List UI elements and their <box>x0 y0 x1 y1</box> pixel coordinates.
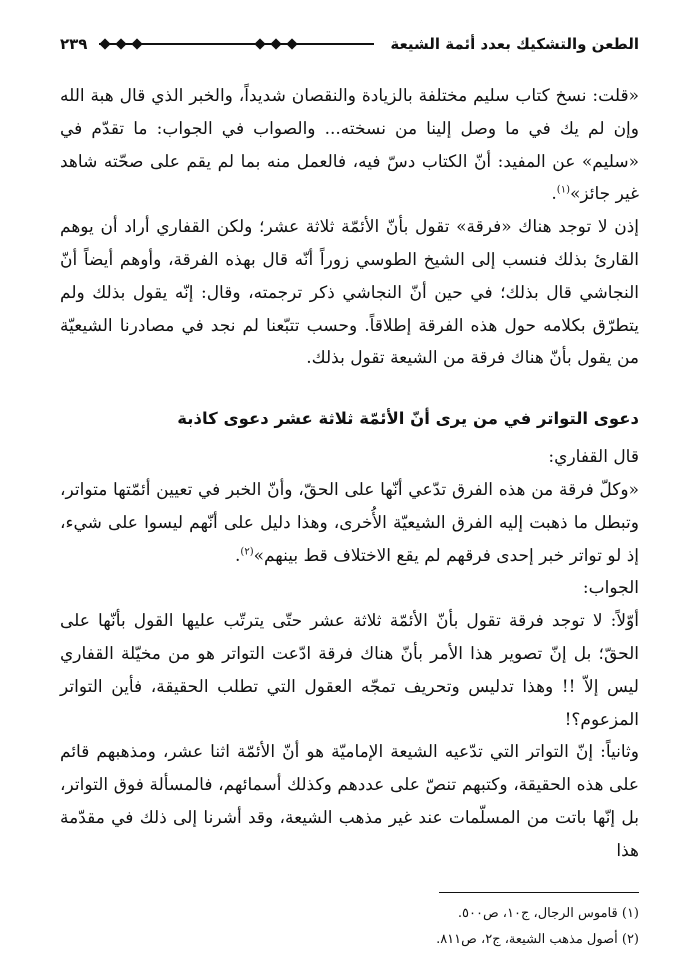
section-heading: دعوى التواتر في من يرى أنّ الأئمّة ثلاثة عشر دعوى كاذبة <box>177 409 639 429</box>
rule-diamond <box>116 38 127 49</box>
paragraph-quote-1: «قلت: نسخ كتاب سليم مختلفة بالزيادة والنقصان شديداً، والخبر الذي قال هبة الله وإن لم يك في ما وصل إلينا من نسخته... والصواب في الجواب: ما تقدّم في «سليم» عن المفيد: أنّ الكتاب دسّ فيه، فالعمل منه بما لم يقم على صحّته شاهد غير جائز»$^{(١)}$. <box>60 86 639 205</box>
paragraph-text: «وكلّ فرقة من هذه الفرق تدّعي أنّها على الحقّ، وأنّ الخبر في تعيين أئمّتها متواتر، وتبطل ما ذهبت إليه الفرق الشيعيّة الأُخرى، وهذا دليل على أنّهم ليسوا على شيء، إذ لو تواتر خبر إحدى فرقهم لم يقع الاختلاف قط بينهم» <box>60 479 639 566</box>
paragraph-3: قال القفاري: <box>548 447 639 468</box>
running-header <box>60 30 639 58</box>
paragraph-answer-label: الجواب: <box>582 578 639 599</box>
footnote-rule <box>439 892 639 893</box>
footnote-ref: (٢) <box>240 545 254 557</box>
footnote-1: (١) قاموس الرجال، ج١٠، ص٥٠٠. <box>457 905 639 921</box>
rule-diamond <box>271 38 282 49</box>
paragraph-quote-2: «وكلّ فرقة من هذه الفرق تدّعي أنّها على الحقّ، وأنّ الخبر في تعيين أئمّتها متواتر، وتبطل ما ذهبت إليه الفرق الشيعيّة الأُخرى، وهذا دليل على أنّهم ليسوا على شيء، إذ لو تواتر خبر إحدى فرقهم لم يقع الاختلاف قط بينهم»$^{(٢)}$. <box>60 479 639 566</box>
paragraph-text: «قلت: نسخ كتاب سليم مختلفة بالزيادة والنقصان شديداً، والخبر الذي قال هبة الله وإن لم يك في ما وصل إلينا من نسخته... والصواب في الجواب: ما تقدّم في «سليم» عن المفيد: أنّ الكتاب دسّ فيه، فالعمل منه بما لم يقم على صحّته شاهد غير جائز» <box>60 86 639 205</box>
footnote-2: (٢) أصول مذهب الشيعة، ج٢، ص٨١١. <box>436 931 639 947</box>
rule-diamond <box>255 38 266 49</box>
paragraph-first-point: أوّلاً: لا توجد فرقة تقول بأنّ الأئمّة ثلاثة عشر حتّى يترتّب عليها القول بأنّها على الحقّ؛ بل إنّ تصوير هذا الأمر بأنّ هناك فرقة ادّعت التواتر هو من مخيّلة القفاري ليس إلاّ !! وهذا تدليس وتحريف تمجّه العقول التي تطلب الحقيقة، فأين التواتر المزعوم؟! <box>60 611 639 730</box>
rule-diamond <box>287 38 298 49</box>
rule-diamond <box>100 38 111 49</box>
header-rule <box>99 43 374 45</box>
paragraph-second-point: وثانياً: إنّ التواتر التي تدّعيه الشيعة الإماميّة هو أنّ الأئمّة اثنا عشر، ومذهبهم قائم على هذه الحقيقة، وكتبهم تنصّ على عددهم وكذلك أسمائهم، فالمسألة فوق التواتر، بل إنّها باتت من المسلّمات عند غير مذهب الشيعة، وقد أشرنا إلى ذلك في مقدّمة هذا <box>60 742 639 861</box>
paragraph-2: إذن لا توجد هناك «فرقة» تقول بأنّ الأئمّة ثلاثة عشر؛ ولكن القفاري أراد أن يوهم القارئ بذلك فنسب إلى الشيخ الطوسي زوراً أنّه قال بهذه الفرقة، وأوهم أيضاً أنّ النجاشي قال بذلك؛ في حين أنّ النجاشي ذكر ترجمته، وقال: إنّه يقول بذلك ولم يتطرّق بكلامه حول هذه الفرقة إطلاقاً. وحسب تتبّعنا لم نجد في مصادرنا الشيعيّة من يقول بأنّ هناك فرقة من الشيعة تقول بذلك. <box>60 217 639 369</box>
page-number: ٢٣٩ <box>60 35 88 53</box>
rule-diamond <box>132 38 143 49</box>
footnotes <box>60 901 639 953</box>
running-title: الطعن والتشكيك بعدد أئمة الشيعة <box>390 35 639 53</box>
footnote-ref: (١) <box>556 184 570 196</box>
body-text <box>60 80 639 868</box>
